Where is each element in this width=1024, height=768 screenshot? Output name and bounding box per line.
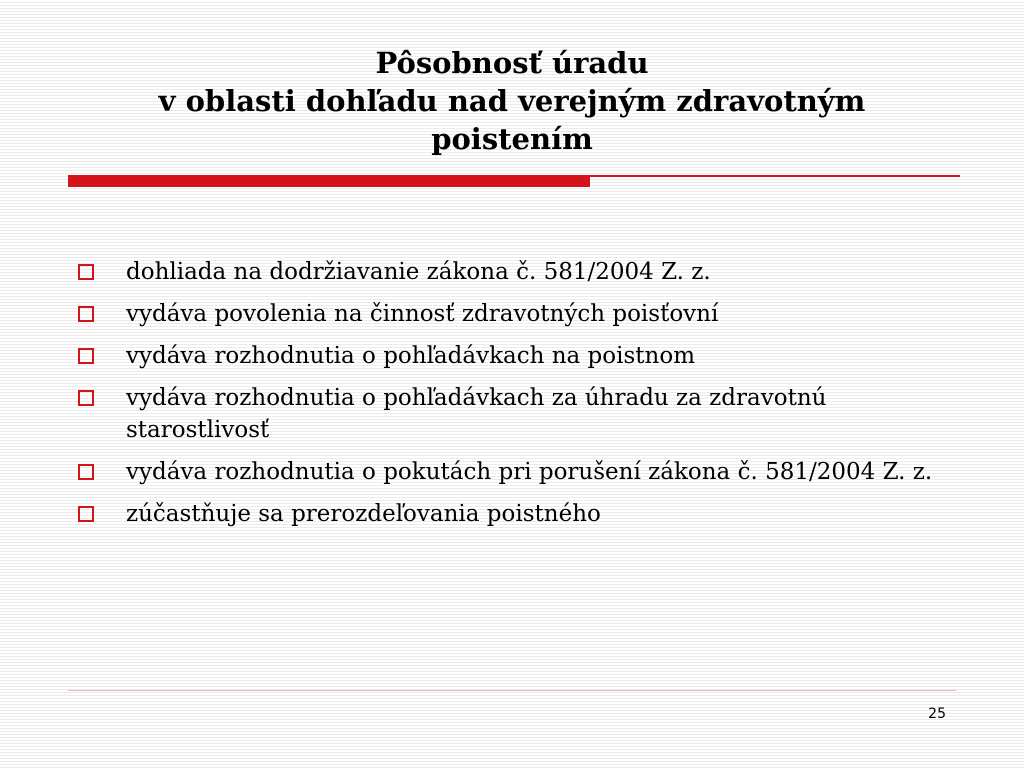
hollow-square-icon: [78, 464, 94, 480]
bullet-text: zúčastňuje sa prerozdeľovania poistného: [126, 501, 601, 527]
bullet-text: vydáva rozhodnutia o pohľadávkach na poistnom: [126, 343, 696, 369]
page-number: 25: [928, 706, 946, 722]
footer-divider: [68, 690, 956, 691]
hollow-square-icon: [78, 264, 94, 280]
hollow-square-icon: [78, 348, 94, 364]
bullet-text: vydáva povolenia na činnosť zdravotných poisťovní: [126, 301, 719, 327]
bullet-text: dohliada na dodržiavanie zákona č. 581/2004 Z. z.: [126, 259, 711, 285]
hollow-square-icon: [78, 506, 94, 522]
slide-title-line-2: v oblasti dohľadu nad verejným zdravotným: [158, 84, 866, 118]
bullet-item: [78, 256, 948, 288]
bullet-item: [78, 382, 948, 446]
slide-title-line-1: Pôsobnosť úradu: [375, 46, 649, 80]
bullet-item: [78, 456, 948, 488]
slide-title-line-3: poistením: [431, 122, 593, 156]
bullet-item: [78, 498, 948, 530]
hollow-square-icon: [78, 390, 94, 406]
slide-title: [60, 44, 964, 158]
bullet-text: vydáva rozhodnutia o pokutách pri porušení zákona č. 581/2004 Z. z.: [126, 459, 933, 485]
bullet-item: [78, 298, 948, 330]
bullet-text: vydáva rozhodnutia o pohľadávkach za úhradu za zdravotnú starostlivosť: [126, 385, 827, 443]
hollow-square-icon: [78, 306, 94, 322]
title-underline-thin: [590, 175, 960, 177]
bullet-item: [78, 340, 948, 372]
title-underline-thick: [68, 175, 590, 187]
bullet-list: [78, 256, 948, 540]
